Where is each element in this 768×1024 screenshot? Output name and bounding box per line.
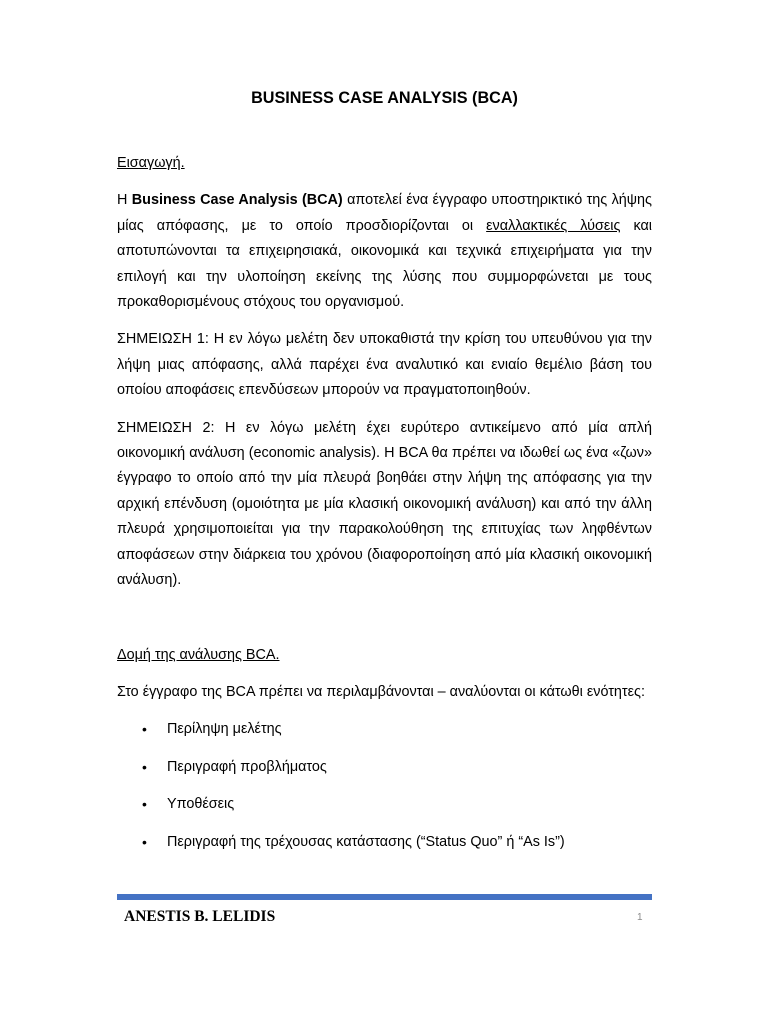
bullet-icon: •: [142, 758, 147, 775]
sections-list: [117, 717, 652, 867]
intro-underlined-term: εναλλακτικές λύσεις: [486, 217, 621, 234]
list-item-text: Περίληψη μελέτης: [167, 721, 282, 738]
intro-heading: Εισαγωγή.: [117, 155, 185, 171]
intro-mid: αποτελεί ένα έγγραφο υποστηρικτικό της λήψης μίας απόφασης, με το οποίο προσδιορίζονται οι: [117, 192, 652, 234]
list-item: [117, 792, 652, 830]
structure-intro-paragraph: Στο έγγραφο της BCA πρέπει να περιλαμβάνονται – αναλύονται οι κάτωθι ενότητες:: [117, 683, 645, 700]
intro-bold-term: Business Case Analysis (BCA): [131, 192, 343, 209]
list-item-text: Περιγραφή προβλήματος: [167, 758, 327, 775]
list-item: [117, 717, 652, 755]
list-item: [117, 755, 652, 793]
list-item: [117, 830, 652, 868]
bullet-icon: •: [142, 833, 147, 850]
intro-pre: Η: [117, 192, 132, 209]
document-body: [117, 86, 652, 867]
document-title: BUSINESS CASE ANALYSIS (BCA): [251, 89, 518, 107]
bullet-icon: •: [142, 721, 147, 738]
bullet-icon: •: [142, 796, 147, 813]
list-item-text: Υποθέσεις: [167, 796, 235, 813]
note-1-paragraph: ΣΗΜΕΙΩΣΗ 1: Η εν λόγω μελέτη δεν υποκαθιστά την κρίση του υπευθύνου για την λήψη μιας απόφασης, αλλά παρέχει ένα αναλυτικό και ενιαίο θεμέλιο βάση του οποίου αποφάσεις επενδύσεων μπορούν να πραγματοποιηθούν.: [117, 331, 652, 399]
list-item-text: Περιγραφή της τρέχουσας κατάστασης (“Status Quo” ή “As Is”): [167, 833, 565, 850]
section-spacer: [117, 606, 652, 643]
intro-post: και αποτυπώνονται τα επιχειρησιακά, οικονομικά και τεχνικά επιχειρήματα για την επιλογή και την υλοποίηση εκείνης της λύσης που συμμορφώνεται με τους προκαθορισμένους στόχους του οργανισμού.: [117, 217, 652, 311]
structure-heading: Δομή της ανάλυσης BCA.: [117, 646, 280, 663]
intro-paragraph: [117, 188, 652, 315]
note-2-paragraph: ΣΗΜΕΙΩΣΗ 2: Η εν λόγω μελέτη έχει ευρύτερο αντικείμενο από μία απλή οικονομική ανάλυση (economic analysis). Η BCA θα πρέπει να ιδωθεί ως ένα «ζων» έγγραφο το οποίο από την μία πλευρά βοηθάει στην λήψη της απόφασης για την αρχική επένδυση (ομοιότητα με μία κλασική οικονομική ανάλυση) και από την άλλη πλευρά χρησιμοποιείται για την παρακολούθηση της επιτυχίας των ληφθέντων αποφάσεων στην διάρκεια του χρόνου (διαφοροποίηση από μία κλασική οικονομική ανάλυση).: [117, 419, 652, 589]
footer-rule: [117, 894, 652, 900]
footer-page-number: 1: [637, 912, 643, 923]
footer-author: ANESTIS B. LELIDIS: [124, 908, 276, 925]
